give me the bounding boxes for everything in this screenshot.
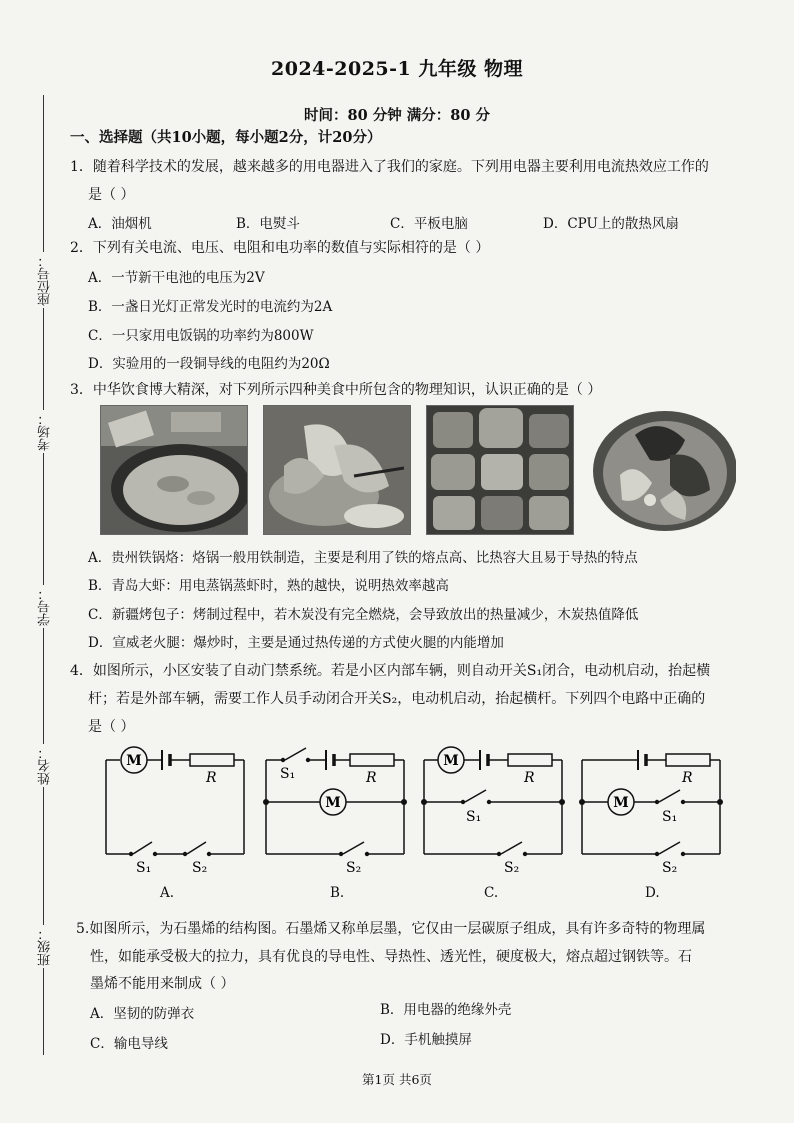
circuit-d <box>576 742 726 882</box>
time-score-info: 时间：80 分钟 满分：80 分 <box>304 107 490 124</box>
q1-option-a: A．油烟机 <box>88 216 152 232</box>
q5-option-d: D．手机触摸屏 <box>380 1032 472 1048</box>
q4-stem-line3: 是（ ） <box>88 719 135 735</box>
photo-shrimp <box>263 405 411 535</box>
photo-ham-dish-image <box>590 405 736 533</box>
q2-option-c: C．一只家用电饭锅的功率约为800W <box>88 328 314 344</box>
q5-stem-line3: 墨烯不能用来制成（ ） <box>90 976 235 992</box>
circuit-d-motor-label: M <box>613 795 629 811</box>
circuit-d-s1-label: S₁ <box>662 809 678 825</box>
circuit-c-s2-label: S₂ <box>504 860 520 876</box>
q3-option-c: C．新疆烤包子：烤制过程中，若木炭没有完全燃烧，会导致放出的热量减少，木炭热值降低 <box>88 607 639 623</box>
q1-option-c: C．平板电脑 <box>390 216 468 232</box>
q5-stem-line1: 5.如图所示，为石墨烯的结构图。石墨烯又称单层墨，它仅由一层碳原子组成，具有许多奇特的物理属 <box>76 921 706 937</box>
q2-option-d: D．实验用的一段铜导线的电阻约为20Ω <box>88 356 330 372</box>
q4-stem-line1: 4．如图所示，小区安装了自动门禁系统。若是小区内部车辆，则自动开关S₁闭合，电动机启动，抬起横 <box>70 663 711 679</box>
circuit-c-motor-label: M <box>443 753 459 769</box>
exam-room-label: 考场： <box>38 412 53 451</box>
circuit-b-label: B. <box>330 885 345 901</box>
circuit-b-resistor-label: R <box>366 770 377 786</box>
q1-option-b: B．电熨斗 <box>236 216 300 232</box>
circuit-b <box>260 742 410 882</box>
food-photos <box>100 405 780 537</box>
circuit-b-s1-label: S₁ <box>280 766 296 782</box>
exam-title: 2024-2025-1 九年级 物理 <box>271 58 523 80</box>
q5-option-c: C．输电导线 <box>90 1036 168 1052</box>
circuit-c <box>418 742 568 882</box>
photo-shrimp-image <box>264 406 410 534</box>
photo-baked-buns <box>426 405 574 535</box>
circuit-d-resistor-label: R <box>682 770 693 786</box>
q2-option-a: A．一节新干电池的电压为2V <box>88 270 265 286</box>
q1-stem-line1: 1．随着科学技术的发展，越来越多的用电器进入了我们的家庭。下列用电器主要利用电流热效应工作的 <box>70 159 709 175</box>
q3-option-b: B．青岛大虾：用电蒸锅蒸虾时，熟的越快，说明热效率越高 <box>88 578 449 594</box>
photo-iron-pot-food <box>100 405 248 535</box>
circuit-diagrams <box>100 742 740 902</box>
circuit-a-s2-label: S₂ <box>192 860 208 876</box>
q5-option-a: A．坚韧的防弹衣 <box>90 1006 195 1022</box>
circuit-a-resistor-label: R <box>206 770 217 786</box>
name-label: 姓名： <box>38 746 53 785</box>
q2-stem: 2．下列有关电流、电压、电阻和电功率的数值与实际相符的是（ ） <box>70 240 490 256</box>
circuit-a-motor-label: M <box>126 753 142 769</box>
q4-stem-line2: 杆；若是外部车辆，需要工作人员手动闭合开关S₂，电动机启动，抬起横杆。下列四个电路中正确的 <box>88 691 706 707</box>
photo-baked-buns-image <box>427 406 573 534</box>
page-footer: 第1页 共6页 <box>362 1072 432 1087</box>
circuit-c-s1-label: S₁ <box>466 809 482 825</box>
circuit-b-s2-label: S₂ <box>346 860 362 876</box>
circuit-c-label: C. <box>484 885 499 901</box>
q1-option-d: D．CPU上的散热风扇 <box>543 216 679 232</box>
circuit-c-resistor-label: R <box>524 770 535 786</box>
q3-option-d: D．宣威老火腿：爆炒时，主要是通过热传递的方式使火腿的内能增加 <box>88 635 504 651</box>
photo-iron-pot-image <box>101 406 247 534</box>
q5-stem-line2: 性，如能承受极大的拉力，具有优良的导电性、导热性、透光性，硬度极大，熔点超过钢铁等。石 <box>90 949 692 965</box>
q3-option-a: A．贵州铁锅烙：烙锅一般用铁制造，主要是利用了铁的熔点高、比热容大且易于导热的特点 <box>88 550 638 566</box>
q2-option-b: B．一盏日光灯正常发光时的电流约为2A <box>88 299 333 315</box>
photo-ham-dish <box>590 405 736 533</box>
circuit-a-s1-label: S₁ <box>136 860 152 876</box>
q3-stem: 3．中华饮食博大精深，对下列所示四种美食中所包含的物理知识，认识正确的是（ ） <box>70 382 602 398</box>
q5-option-b: B．用电器的绝缘外壳 <box>380 1002 512 1018</box>
circuit-d-s2-label: S₂ <box>662 860 678 876</box>
q1-stem-line2: 是（ ） <box>88 187 135 203</box>
seat-number-label: 座位号： <box>38 254 53 306</box>
binding-line <box>43 95 44 1055</box>
circuit-a <box>100 742 250 882</box>
circuit-d-label: D. <box>645 885 660 901</box>
section-title: 一、选择题（共10小题，每小题2分，计20分） <box>70 129 382 146</box>
circuit-b-motor-label: M <box>325 795 341 811</box>
circuit-a-label: A. <box>160 885 175 901</box>
class-label: 班级： <box>38 927 53 966</box>
student-id-label: 学号： <box>38 587 53 626</box>
